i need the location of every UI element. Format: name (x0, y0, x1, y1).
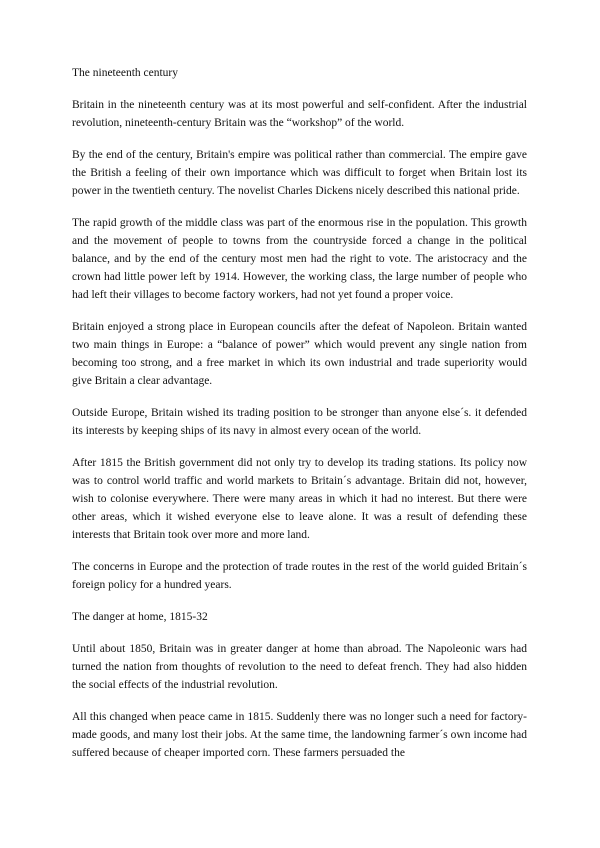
section-heading: The danger at home, 1815-32 (72, 611, 208, 623)
paragraph: All this changed when peace came in 1815. Suddenly there was no longer such a need for factory-made goods, and many lost their jobs. At the same time, the landowning farmer´s own income had suffered because of cheaper imported corn. These farmers persuaded the (72, 711, 527, 759)
document-page (72, 64, 527, 776)
paragraph: Until about 1850, Britain was in greater danger at home than abroad. The Napoleonic wars had turned the nation from thoughts of revolution to the need to defeat french. They had also hidden the social effects of the industrial revolution. (72, 643, 527, 691)
paragraph: Britain enjoyed a strong place in European councils after the defeat of Napoleon. Britain wanted two main things in Europe: a “balance of power” which would prevent any single nation from becoming too strong, and a free market in which its own industrial and trade superiority would give Britain a clear advantage. (72, 321, 527, 387)
paragraph: By the end of the century, Britain's empire was political rather than commercial. The empire gave the British a feeling of their own importance which was difficult to forget when Britain lost its power in the twentieth century. The novelist Charles Dickens nicely described this national pride. (72, 149, 527, 197)
paragraph: Outside Europe, Britain wished its trading position to be stronger than anyone else´s. it defended its interests by keeping ships of its navy in almost every ocean of the world. (72, 407, 527, 437)
section-heading: The nineteenth century (72, 67, 179, 79)
paragraph: After 1815 the British government did not only try to develop its trading stations. Its policy now was to control world traffic and world markets to Britain´s advantage. Britain did not, however, wish to colonise everywhere. There were many areas in which it had no interest. But there were other areas, which it wished everyone else to leave alone. It was a result of defending these interests that Britain took over more and more land. (72, 457, 527, 541)
paragraph: The rapid growth of the middle class was part of the enormous rise in the population. This growth and the movement of people to towns from the countryside forced a change in the political balance, and by the end of the century most men had the right to vote. The aristocracy and the crown had little power left by 1914. However, the working class, the large number of people who had left their villages to become factory workers, had not yet found a proper voice. (72, 217, 527, 301)
paragraph: Britain in the nineteenth century was at its most powerful and self-confident. After the industrial revolution, nineteenth-century Britain was the “workshop” of the world. (72, 99, 527, 129)
paragraph: The concerns in Europe and the protection of trade routes in the rest of the world guided Britain´s foreign policy for a hundred years. (72, 561, 527, 591)
